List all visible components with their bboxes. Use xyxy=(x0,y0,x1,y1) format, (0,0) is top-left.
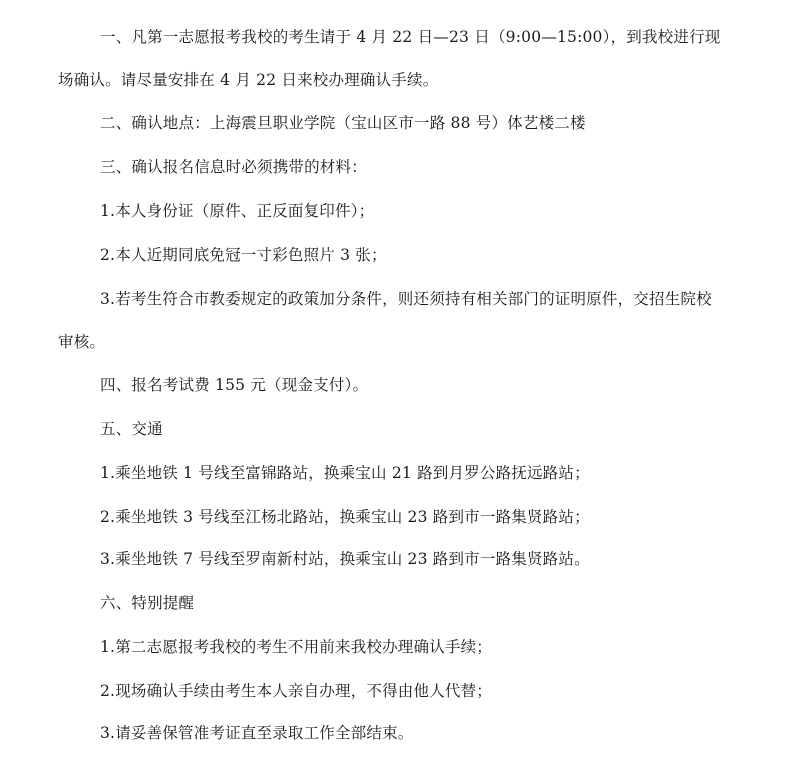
paragraph-materials-heading: 三、确认报名信息时必须携带的材料： xyxy=(100,158,367,176)
list-item-metro-line-7: 3.乘坐地铁 7 号线至罗南新村站，换乘宝山 23 路到市一路集贤路站。 xyxy=(100,550,590,568)
paragraph-line: 场确认。请尽量安排在 4 月 22 日来校办理确认手续。 xyxy=(58,71,439,89)
paragraph-line: 审核。 xyxy=(58,333,106,351)
paragraph-confirmation-location: 二、确认地点：上海震旦职业学院（宝山区市一路 88 号）体艺楼二楼 xyxy=(100,114,586,132)
paragraph-exam-fee: 四、报名考试费 155 元（现金支付）。 xyxy=(100,376,369,394)
list-item-keep-admission-ticket: 3.请妥善保管准考证直至录取工作全部结束。 xyxy=(100,724,414,742)
list-item-metro-line-3: 2.乘坐地铁 3 号线至江杨北路站，换乘宝山 23 路到市一路集贤路站； xyxy=(100,508,590,526)
list-item-id-card: 1.本人身份证（原件、正反面复印件）； xyxy=(100,202,375,220)
paragraph-confirmation-dates xyxy=(0,16,800,102)
list-item-metro-line-1: 1.乘坐地铁 1 号线至富锦路站，换乘宝山 21 路到月罗公路抚远路站； xyxy=(100,464,590,482)
list-item-photos: 2.本人近期同底免冠一寸彩色照片 3 张； xyxy=(100,246,387,264)
list-item-in-person: 2.现场确认手续由考生本人亲自办理，不得由他人代替； xyxy=(100,682,492,700)
paragraph-line: 一、凡第一志愿报考我校的考生请于 4 月 22 日—23 日（9:00—15:00），到我校进行现 xyxy=(100,28,721,46)
paragraph-transport-heading: 五、交通 xyxy=(100,420,163,438)
list-item-policy-bonus xyxy=(0,278,800,364)
list-item-second-choice: 1.第二志愿报考我校的考生不用前来我校办理确认手续； xyxy=(100,638,492,656)
paragraph-line: 3.若考生符合市教委规定的政策加分条件，则还须持有相关部门的证明原件，交招生院校 xyxy=(100,290,712,308)
paragraph-reminder-heading: 六、特别提醒 xyxy=(100,594,195,612)
